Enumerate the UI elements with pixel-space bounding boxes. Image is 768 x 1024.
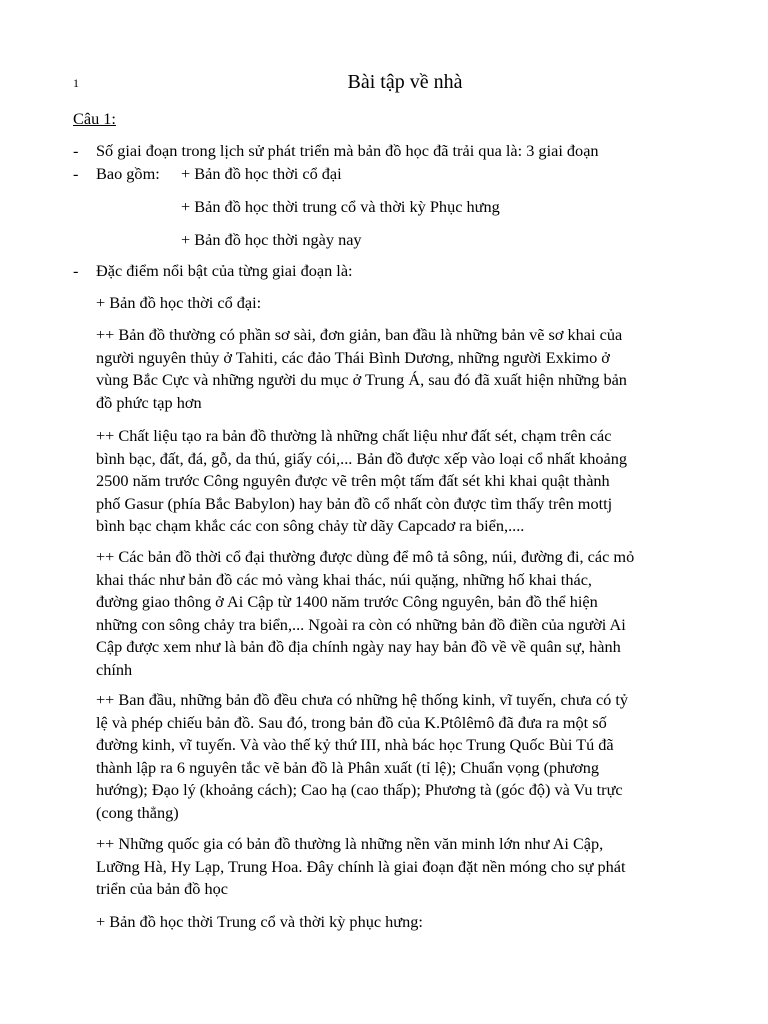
paragraph-grid-systems [96, 689, 696, 825]
text-line: Cập được xem như là bản đồ địa chính ngày nay hay bản đồ về về quân sự, hành [96, 637, 621, 657]
page-number: 1 [73, 76, 79, 90]
stage-item: + Bản đồ học thời ngày nay [181, 230, 362, 249]
paragraph-ancient-maps [96, 324, 696, 414]
text-line: (cong thẳng) [96, 802, 179, 822]
text-line: lệ và phép chiếu bản đồ. Sau đó, trong bản đồ của K.Ptôlêmô đã đưa ra một số [96, 712, 607, 732]
section-heading-ancient: + Bản đồ học thời cổ đại: [96, 293, 262, 312]
text-line: khai thác như bản đồ các mỏ vàng khai thác, núi quặng, những hố khai thác, [96, 569, 592, 589]
text-line: ++ Chất liệu tạo ra bản đồ thường là những chất liệu như đất sét, chạm trên các [96, 426, 612, 445]
text-line: Lưỡng Hà, Hy Lạp, Trung Hoa. Đây chính là giai đoạn đặt nền móng cho sự phát [96, 856, 626, 876]
bullet-includes-label: Bao gồm: [96, 164, 160, 183]
text-line: những con sông chảy tra biển,... Ngoài ra còn có những bản đồ điền của người Ai [96, 614, 626, 634]
text-line: vùng Bắc Cực và những người du mục ở Trung Á, sau đó đã xuất hiện những bản [96, 370, 627, 390]
text-line: ++ Ban đầu, những bản đồ đều chưa có những hệ thống kinh, vĩ tuyến, chưa có tỷ [96, 690, 629, 709]
text-line: triển của bản đồ học [96, 879, 229, 899]
text-line: đồ phức tạp hơn [96, 392, 202, 412]
text-line: hướng); Đạo lý (khoảng cách); Cao hạ (cao thấp); Phương tà (góc độ) và Vu trực [96, 780, 623, 800]
text-line: ++ Bản đồ thường có phần sơ sài, đơn giản, ban đầu là những bản vẽ sơ khai của [96, 325, 623, 344]
text-line: đường giao thông ở Ai Cập từ 1400 năm trước Công nguyên, bản đồ thể hiện [96, 592, 598, 612]
text-line: bình bạc chạm khắc các con sông chảy từ dãy Capcadơ ra biển,.... [96, 516, 525, 536]
bullet-mark: - [73, 261, 79, 280]
bullet-features: Đặc điểm nổi bật của từng giai đoạn là: [96, 261, 353, 280]
bullet-mark: - [73, 141, 79, 160]
text-line: thành lập ra 6 nguyên tắc vẽ bản đồ là Phân xuất (tỉ lệ); Chuẩn vọng (phương [96, 757, 600, 777]
bullet-stages-count: Số giai đoạn trong lịch sử phát triển mà bản đồ học đã trải qua là: 3 giai đoạn [96, 141, 599, 160]
question-heading: Câu 1: [73, 109, 116, 128]
text-line: bình bạc, đất, đá, gỗ, da thú, giấy cói,... Bản đồ được xếp vào loại cổ nhất khoảng [96, 448, 628, 468]
text-line: 2500 năm trước Công nguyên được vẽ trên một tấm đất sét khi khai quật thành [96, 471, 610, 491]
paragraph-uses [96, 546, 696, 682]
text-line: chính [96, 659, 133, 679]
stage-item: + Bản đồ học thời trung cổ và thời kỳ Phục hưng [181, 197, 500, 216]
page-title: Bài tập về nhà [347, 71, 463, 93]
text-line: đường kinh, vĩ tuyến. Và vào thế kỷ thứ III, nhà bác học Trung Quốc Bùi Tú đã [96, 735, 614, 755]
text-line: phố Gasur (phía Bắc Babylon) hay bản đồ cổ nhất còn được tìm thấy trên mottj [96, 493, 613, 513]
text-line: ++ Những quốc gia có bản đồ thường là những nền văn minh lớn như Ai Cập, [96, 834, 604, 853]
text-line: ++ Các bản đồ thời cổ đại thường được dùng để mô tả sông, núi, đường đi, các mỏ [96, 547, 635, 566]
stage-item: + Bản đồ học thời cổ đại [181, 164, 342, 183]
section-heading-medieval: + Bản đồ học thời Trung cổ và thời kỳ phục hưng: [96, 912, 423, 931]
paragraph-civilizations [96, 833, 696, 901]
bullet-mark: - [73, 164, 79, 183]
text-line: người nguyên thủy ở Tahiti, các đảo Thái Bình Dương, những người Exkimo ở [96, 347, 610, 367]
paragraph-materials [96, 425, 696, 538]
